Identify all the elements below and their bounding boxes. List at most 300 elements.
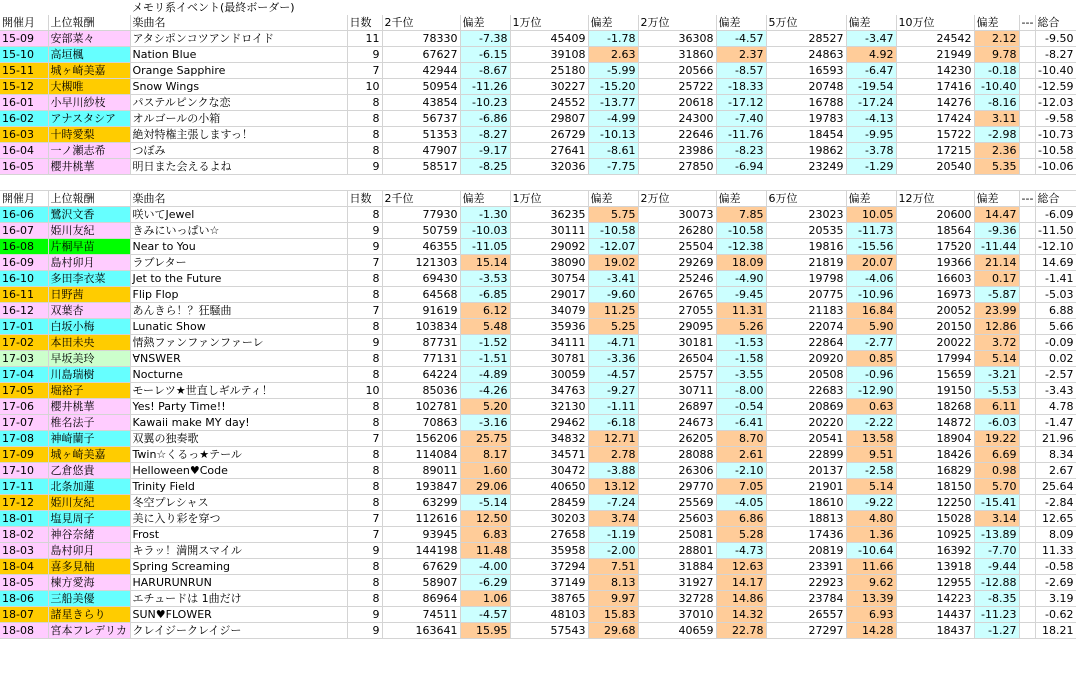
deviation-cell[interactable]: 3.11: [974, 111, 1019, 127]
border-value-cell[interactable]: 22074: [766, 319, 846, 335]
empty-cell[interactable]: [766, 175, 846, 191]
total-cell[interactable]: -10.06: [1035, 159, 1076, 175]
deviation-cell[interactable]: -9.17: [460, 143, 510, 159]
deviation-cell[interactable]: 13.58: [846, 431, 896, 447]
border-value-cell[interactable]: 144198: [382, 543, 460, 559]
days-cell[interactable]: 8: [347, 399, 382, 415]
empty-cell[interactable]: [896, 175, 974, 191]
idol-cell[interactable]: 神崎蘭子: [48, 431, 130, 447]
deviation-cell[interactable]: 14.32: [716, 607, 766, 623]
idol-cell[interactable]: 島村卯月: [48, 543, 130, 559]
deviation-cell[interactable]: -4.06: [846, 271, 896, 287]
empty-cell[interactable]: [1019, 303, 1035, 319]
column-header[interactable]: 偏差: [716, 191, 766, 207]
deviation-cell[interactable]: 0.17: [974, 271, 1019, 287]
border-value-cell[interactable]: 163641: [382, 623, 460, 639]
sheet-title[interactable]: メモリ系イベント(最終ボーダー): [132, 1, 295, 14]
deviation-cell[interactable]: 12.86: [974, 319, 1019, 335]
deviation-cell[interactable]: -3.21: [974, 367, 1019, 383]
empty-cell[interactable]: [1019, 63, 1035, 79]
song-cell[interactable]: ラブレター: [130, 255, 347, 271]
border-value-cell[interactable]: 10925: [896, 527, 974, 543]
border-value-cell[interactable]: 14872: [896, 415, 974, 431]
deviation-cell[interactable]: 22.78: [716, 623, 766, 639]
column-header[interactable]: 開催月: [0, 15, 48, 31]
deviation-cell[interactable]: -8.61: [588, 143, 638, 159]
empty-cell[interactable]: [1019, 463, 1035, 479]
deviation-cell[interactable]: 9.51: [846, 447, 896, 463]
border-value-cell[interactable]: 22923: [766, 575, 846, 591]
deviation-cell[interactable]: -10.03: [460, 223, 510, 239]
deviation-cell[interactable]: -3.36: [588, 351, 638, 367]
deviation-cell[interactable]: 11.66: [846, 559, 896, 575]
deviation-cell[interactable]: 9.62: [846, 575, 896, 591]
deviation-cell[interactable]: 6.69: [974, 447, 1019, 463]
empty-cell[interactable]: [382, 175, 460, 191]
deviation-cell[interactable]: -8.00: [716, 383, 766, 399]
days-cell[interactable]: 8: [347, 559, 382, 575]
idol-cell[interactable]: 双葉杏: [48, 303, 130, 319]
border-value-cell[interactable]: 86964: [382, 591, 460, 607]
deviation-cell[interactable]: -1.30: [460, 207, 510, 223]
column-header[interactable]: 2千位: [382, 191, 460, 207]
border-value-cell[interactable]: 43854: [382, 95, 460, 111]
empty-cell[interactable]: [1019, 383, 1035, 399]
column-header[interactable]: 偏差: [846, 15, 896, 31]
month-cell[interactable]: 16-12: [0, 303, 48, 319]
total-cell[interactable]: 8.09: [1035, 527, 1076, 543]
deviation-cell[interactable]: -10.23: [460, 95, 510, 111]
empty-cell[interactable]: [846, 175, 896, 191]
song-cell[interactable]: Lunatic Show: [130, 319, 347, 335]
border-value-cell[interactable]: 35936: [510, 319, 588, 335]
deviation-cell[interactable]: 3.14: [974, 511, 1019, 527]
deviation-cell[interactable]: -7.70: [974, 543, 1019, 559]
days-cell[interactable]: 8: [347, 287, 382, 303]
border-value-cell[interactable]: 14223: [896, 591, 974, 607]
month-cell[interactable]: 18-02: [0, 527, 48, 543]
idol-cell[interactable]: 川島瑞樹: [48, 367, 130, 383]
days-cell[interactable]: 7: [347, 431, 382, 447]
deviation-cell[interactable]: -0.18: [974, 63, 1019, 79]
month-cell[interactable]: 15-10: [0, 47, 48, 63]
deviation-cell[interactable]: 9.78: [974, 47, 1019, 63]
idol-cell[interactable]: 姫川友紀: [48, 223, 130, 239]
empty-cell[interactable]: [1019, 79, 1035, 95]
empty-cell[interactable]: [1019, 495, 1035, 511]
deviation-cell[interactable]: 5.28: [716, 527, 766, 543]
border-value-cell[interactable]: 39108: [510, 47, 588, 63]
days-cell[interactable]: 8: [347, 127, 382, 143]
total-cell[interactable]: 12.65: [1035, 511, 1076, 527]
deviation-cell[interactable]: 12.71: [588, 431, 638, 447]
border-value-cell[interactable]: 17994: [896, 351, 974, 367]
deviation-cell[interactable]: 5.14: [846, 479, 896, 495]
idol-cell[interactable]: 島村卯月: [48, 255, 130, 271]
total-cell[interactable]: 6.88: [1035, 303, 1076, 319]
border-value-cell[interactable]: 58907: [382, 575, 460, 591]
border-value-cell[interactable]: 25757: [638, 367, 716, 383]
idol-cell[interactable]: 楝方愛海: [48, 575, 130, 591]
song-cell[interactable]: クレイジークレイジー: [130, 623, 347, 639]
deviation-cell[interactable]: -4.71: [588, 335, 638, 351]
days-cell[interactable]: 7: [347, 527, 382, 543]
border-value-cell[interactable]: 32728: [638, 591, 716, 607]
border-value-cell[interactable]: 29017: [510, 287, 588, 303]
deviation-cell[interactable]: -6.15: [460, 47, 510, 63]
border-value-cell[interactable]: 26280: [638, 223, 716, 239]
days-cell[interactable]: 9: [347, 335, 382, 351]
border-value-cell[interactable]: 20869: [766, 399, 846, 415]
total-cell[interactable]: -2.57: [1035, 367, 1076, 383]
border-value-cell[interactable]: 31860: [638, 47, 716, 63]
deviation-cell[interactable]: -12.88: [974, 575, 1019, 591]
empty-cell[interactable]: [1019, 255, 1035, 271]
total-cell[interactable]: -5.03: [1035, 287, 1076, 303]
month-cell[interactable]: 16-07: [0, 223, 48, 239]
deviation-cell[interactable]: 12.63: [716, 559, 766, 575]
deviation-cell[interactable]: -10.96: [846, 287, 896, 303]
column-header[interactable]: 日数: [347, 15, 382, 31]
empty-cell[interactable]: [1019, 511, 1035, 527]
border-value-cell[interactable]: 93945: [382, 527, 460, 543]
empty-cell[interactable]: [1019, 607, 1035, 623]
deviation-cell[interactable]: 0.98: [974, 463, 1019, 479]
border-value-cell[interactable]: 27850: [638, 159, 716, 175]
idol-cell[interactable]: 大槻唯: [48, 79, 130, 95]
total-cell[interactable]: -3.43: [1035, 383, 1076, 399]
border-value-cell[interactable]: 15028: [896, 511, 974, 527]
empty-cell[interactable]: [588, 175, 638, 191]
days-cell[interactable]: 8: [347, 575, 382, 591]
deviation-cell[interactable]: -4.57: [716, 31, 766, 47]
column-header[interactable]: 偏差: [974, 191, 1019, 207]
empty-cell[interactable]: [1019, 591, 1035, 607]
deviation-cell[interactable]: 18.09: [716, 255, 766, 271]
border-value-cell[interactable]: 20220: [766, 415, 846, 431]
total-cell[interactable]: -12.59: [1035, 79, 1076, 95]
deviation-cell[interactable]: -6.41: [716, 415, 766, 431]
border-value-cell[interactable]: 13918: [896, 559, 974, 575]
empty-cell[interactable]: [510, 175, 588, 191]
column-header[interactable]: 開催月: [0, 191, 48, 207]
deviation-cell[interactable]: 14.86: [716, 591, 766, 607]
border-value-cell[interactable]: 20566: [638, 63, 716, 79]
border-value-cell[interactable]: 25569: [638, 495, 716, 511]
deviation-cell[interactable]: 15.14: [460, 255, 510, 271]
song-cell[interactable]: モーレツ★世直しギルティ！: [130, 383, 347, 399]
month-cell[interactable]: 16-10: [0, 271, 48, 287]
border-value-cell[interactable]: 24300: [638, 111, 716, 127]
song-cell[interactable]: 咲いてJewel: [130, 207, 347, 223]
border-value-cell[interactable]: 18610: [766, 495, 846, 511]
deviation-cell[interactable]: -19.54: [846, 79, 896, 95]
deviation-cell[interactable]: 14.17: [716, 575, 766, 591]
border-value-cell[interactable]: 63299: [382, 495, 460, 511]
deviation-cell[interactable]: 5.26: [716, 319, 766, 335]
border-value-cell[interactable]: 27641: [510, 143, 588, 159]
border-value-cell[interactable]: 74511: [382, 607, 460, 623]
border-value-cell[interactable]: 20920: [766, 351, 846, 367]
deviation-cell[interactable]: -8.16: [974, 95, 1019, 111]
total-cell[interactable]: -9.58: [1035, 111, 1076, 127]
days-cell[interactable]: 8: [347, 351, 382, 367]
border-value-cell[interactable]: 22899: [766, 447, 846, 463]
idol-cell[interactable]: 一ノ瀬志希: [48, 143, 130, 159]
border-value-cell[interactable]: 17436: [766, 527, 846, 543]
deviation-cell[interactable]: 21.14: [974, 255, 1019, 271]
total-cell[interactable]: -2.84: [1035, 495, 1076, 511]
empty-cell[interactable]: [638, 175, 716, 191]
deviation-cell[interactable]: -2.22: [846, 415, 896, 431]
month-cell[interactable]: 17-05: [0, 383, 48, 399]
deviation-cell[interactable]: 2.61: [716, 447, 766, 463]
deviation-cell[interactable]: 1.36: [846, 527, 896, 543]
deviation-cell[interactable]: -7.38: [460, 31, 510, 47]
deviation-cell[interactable]: 13.39: [846, 591, 896, 607]
column-header[interactable]: 総合: [1035, 15, 1076, 31]
total-cell[interactable]: -12.10: [1035, 239, 1076, 255]
idol-cell[interactable]: 三船美優: [48, 591, 130, 607]
border-value-cell[interactable]: 14437: [896, 607, 974, 623]
deviation-cell[interactable]: 11.48: [460, 543, 510, 559]
border-value-cell[interactable]: 121303: [382, 255, 460, 271]
empty-cell[interactable]: [1019, 175, 1035, 191]
deviation-cell[interactable]: -7.40: [716, 111, 766, 127]
song-cell[interactable]: Spring Screaming: [130, 559, 347, 575]
column-header[interactable]: 日数: [347, 191, 382, 207]
column-header[interactable]: 総合: [1035, 191, 1076, 207]
days-cell[interactable]: 9: [347, 223, 382, 239]
empty-cell[interactable]: [1019, 127, 1035, 143]
deviation-cell[interactable]: 25.75: [460, 431, 510, 447]
border-value-cell[interactable]: 25246: [638, 271, 716, 287]
border-value-cell[interactable]: 38765: [510, 591, 588, 607]
column-header[interactable]: 2万位: [638, 15, 716, 31]
deviation-cell[interactable]: -11.23: [974, 607, 1019, 623]
total-cell[interactable]: 21.96: [1035, 431, 1076, 447]
days-cell[interactable]: 8: [347, 207, 382, 223]
days-cell[interactable]: 8: [347, 95, 382, 111]
deviation-cell[interactable]: 9.97: [588, 591, 638, 607]
border-value-cell[interactable]: 27297: [766, 623, 846, 639]
song-cell[interactable]: パステルピンクな恋: [130, 95, 347, 111]
month-cell[interactable]: 18-04: [0, 559, 48, 575]
border-value-cell[interactable]: 64224: [382, 367, 460, 383]
idol-cell[interactable]: 乙倉悠貴: [48, 463, 130, 479]
border-value-cell[interactable]: 45409: [510, 31, 588, 47]
idol-cell[interactable]: 椎名法子: [48, 415, 130, 431]
idol-cell[interactable]: 白坂小梅: [48, 319, 130, 335]
column-header[interactable]: 楽曲名: [130, 191, 347, 207]
column-header[interactable]: 10万位: [896, 15, 974, 31]
month-cell[interactable]: 16-04: [0, 143, 48, 159]
border-value-cell[interactable]: 19366: [896, 255, 974, 271]
border-value-cell[interactable]: 18454: [766, 127, 846, 143]
days-cell[interactable]: 9: [347, 543, 382, 559]
days-cell[interactable]: 10: [347, 79, 382, 95]
deviation-cell[interactable]: 7.05: [716, 479, 766, 495]
days-cell[interactable]: 9: [347, 239, 382, 255]
deviation-cell[interactable]: -11.44: [974, 239, 1019, 255]
month-cell[interactable]: 17-11: [0, 479, 48, 495]
deviation-cell[interactable]: -1.11: [588, 399, 638, 415]
song-cell[interactable]: オルゴールの小箱: [130, 111, 347, 127]
border-value-cell[interactable]: 18426: [896, 447, 974, 463]
deviation-cell[interactable]: -9.22: [846, 495, 896, 511]
deviation-cell[interactable]: -9.36: [974, 223, 1019, 239]
border-value-cell[interactable]: 20819: [766, 543, 846, 559]
border-value-cell[interactable]: 30227: [510, 79, 588, 95]
border-value-cell[interactable]: 85036: [382, 383, 460, 399]
empty-cell[interactable]: [1019, 575, 1035, 591]
border-value-cell[interactable]: 16593: [766, 63, 846, 79]
idol-cell[interactable]: 早坂美玲: [48, 351, 130, 367]
border-value-cell[interactable]: 20150: [896, 319, 974, 335]
border-value-cell[interactable]: 20052: [896, 303, 974, 319]
song-cell[interactable]: 冬空プレシャス: [130, 495, 347, 511]
deviation-cell[interactable]: 6.93: [846, 607, 896, 623]
days-cell[interactable]: 9: [347, 623, 382, 639]
deviation-cell[interactable]: 14.47: [974, 207, 1019, 223]
deviation-cell[interactable]: 6.12: [460, 303, 510, 319]
deviation-cell[interactable]: 5.14: [974, 351, 1019, 367]
month-cell[interactable]: 18-07: [0, 607, 48, 623]
border-value-cell[interactable]: 23986: [638, 143, 716, 159]
border-value-cell[interactable]: 20600: [896, 207, 974, 223]
total-cell[interactable]: 11.33: [1035, 543, 1076, 559]
deviation-cell[interactable]: -6.86: [460, 111, 510, 127]
deviation-cell[interactable]: -4.99: [588, 111, 638, 127]
idol-cell[interactable]: 安部菜々: [48, 31, 130, 47]
border-value-cell[interactable]: 30203: [510, 511, 588, 527]
deviation-cell[interactable]: -3.47: [846, 31, 896, 47]
total-cell[interactable]: -10.58: [1035, 143, 1076, 159]
border-value-cell[interactable]: 23784: [766, 591, 846, 607]
border-value-cell[interactable]: 32036: [510, 159, 588, 175]
border-value-cell[interactable]: 25081: [638, 527, 716, 543]
deviation-cell[interactable]: -4.00: [460, 559, 510, 575]
total-cell[interactable]: -0.62: [1035, 607, 1076, 623]
deviation-cell[interactable]: -8.23: [716, 143, 766, 159]
total-cell[interactable]: -1.47: [1035, 415, 1076, 431]
song-cell[interactable]: Near to You: [130, 239, 347, 255]
border-value-cell[interactable]: 25603: [638, 511, 716, 527]
days-cell[interactable]: 8: [347, 495, 382, 511]
border-value-cell[interactable]: 24552: [510, 95, 588, 111]
deviation-cell[interactable]: 5.48: [460, 319, 510, 335]
border-value-cell[interactable]: 34111: [510, 335, 588, 351]
deviation-cell[interactable]: -2.58: [846, 463, 896, 479]
month-cell[interactable]: 17-08: [0, 431, 48, 447]
deviation-cell[interactable]: -2.00: [588, 543, 638, 559]
total-cell[interactable]: 8.34: [1035, 447, 1076, 463]
deviation-cell[interactable]: 5.25: [588, 319, 638, 335]
border-value-cell[interactable]: 48103: [510, 607, 588, 623]
empty-cell[interactable]: [460, 175, 510, 191]
deviation-cell[interactable]: -4.90: [716, 271, 766, 287]
idol-cell[interactable]: 塩見周子: [48, 511, 130, 527]
deviation-cell[interactable]: -13.77: [588, 95, 638, 111]
border-value-cell[interactable]: 57543: [510, 623, 588, 639]
border-value-cell[interactable]: 16829: [896, 463, 974, 479]
deviation-cell[interactable]: -15.41: [974, 495, 1019, 511]
days-cell[interactable]: 7: [347, 303, 382, 319]
deviation-cell[interactable]: -9.27: [588, 383, 638, 399]
border-value-cell[interactable]: 29092: [510, 239, 588, 255]
column-header[interactable]: 2万位: [638, 191, 716, 207]
border-value-cell[interactable]: 30781: [510, 351, 588, 367]
border-value-cell[interactable]: 19798: [766, 271, 846, 287]
idol-cell[interactable]: 小早川紗枝: [48, 95, 130, 111]
column-header[interactable]: 偏差: [460, 191, 510, 207]
days-cell[interactable]: 9: [347, 47, 382, 63]
border-value-cell[interactable]: 34832: [510, 431, 588, 447]
border-value-cell[interactable]: 24863: [766, 47, 846, 63]
deviation-cell[interactable]: -10.40: [974, 79, 1019, 95]
total-cell[interactable]: -0.09: [1035, 335, 1076, 351]
border-value-cell[interactable]: 30181: [638, 335, 716, 351]
border-value-cell[interactable]: 29462: [510, 415, 588, 431]
border-value-cell[interactable]: 36235: [510, 207, 588, 223]
border-value-cell[interactable]: 26306: [638, 463, 716, 479]
deviation-cell[interactable]: -11.76: [716, 127, 766, 143]
deviation-cell[interactable]: 2.36: [974, 143, 1019, 159]
deviation-cell[interactable]: 14.28: [846, 623, 896, 639]
border-value-cell[interactable]: 16788: [766, 95, 846, 111]
border-value-cell[interactable]: 91619: [382, 303, 460, 319]
month-cell[interactable]: 15-11: [0, 63, 48, 79]
song-cell[interactable]: Kawaii make MY day!: [130, 415, 347, 431]
deviation-cell[interactable]: -17.24: [846, 95, 896, 111]
days-cell[interactable]: 9: [347, 159, 382, 175]
days-cell[interactable]: 9: [347, 607, 382, 623]
border-value-cell[interactable]: 18904: [896, 431, 974, 447]
deviation-cell[interactable]: -1.29: [846, 159, 896, 175]
deviation-cell[interactable]: 29.68: [588, 623, 638, 639]
column-header[interactable]: 楽曲名: [130, 15, 347, 31]
empty-cell[interactable]: [1035, 175, 1076, 191]
empty-cell[interactable]: [1019, 287, 1035, 303]
border-value-cell[interactable]: 24673: [638, 415, 716, 431]
song-cell[interactable]: Flip Flop: [130, 287, 347, 303]
song-cell[interactable]: HARURUNRUN: [130, 575, 347, 591]
border-value-cell[interactable]: 28801: [638, 543, 716, 559]
song-cell[interactable]: 美に入り彩を穿つ: [130, 511, 347, 527]
empty-cell[interactable]: [1019, 623, 1035, 639]
days-cell[interactable]: 8: [347, 463, 382, 479]
deviation-cell[interactable]: 13.12: [588, 479, 638, 495]
border-value-cell[interactable]: 28527: [766, 31, 846, 47]
days-cell[interactable]: 8: [347, 367, 382, 383]
border-value-cell[interactable]: 17520: [896, 239, 974, 255]
idol-cell[interactable]: 城ヶ崎美嘉: [48, 447, 130, 463]
border-value-cell[interactable]: 77930: [382, 207, 460, 223]
month-cell[interactable]: 17-07: [0, 415, 48, 431]
border-value-cell[interactable]: 51353: [382, 127, 460, 143]
border-value-cell[interactable]: 114084: [382, 447, 460, 463]
idol-cell[interactable]: 堀裕子: [48, 383, 130, 399]
border-value-cell[interactable]: 112616: [382, 511, 460, 527]
border-value-cell[interactable]: 26205: [638, 431, 716, 447]
month-cell[interactable]: 17-12: [0, 495, 48, 511]
days-cell[interactable]: 7: [347, 511, 382, 527]
total-cell[interactable]: -1.41: [1035, 271, 1076, 287]
total-cell[interactable]: -11.50: [1035, 223, 1076, 239]
deviation-cell[interactable]: -8.57: [716, 63, 766, 79]
month-cell[interactable]: 18-06: [0, 591, 48, 607]
border-value-cell[interactable]: 193847: [382, 479, 460, 495]
